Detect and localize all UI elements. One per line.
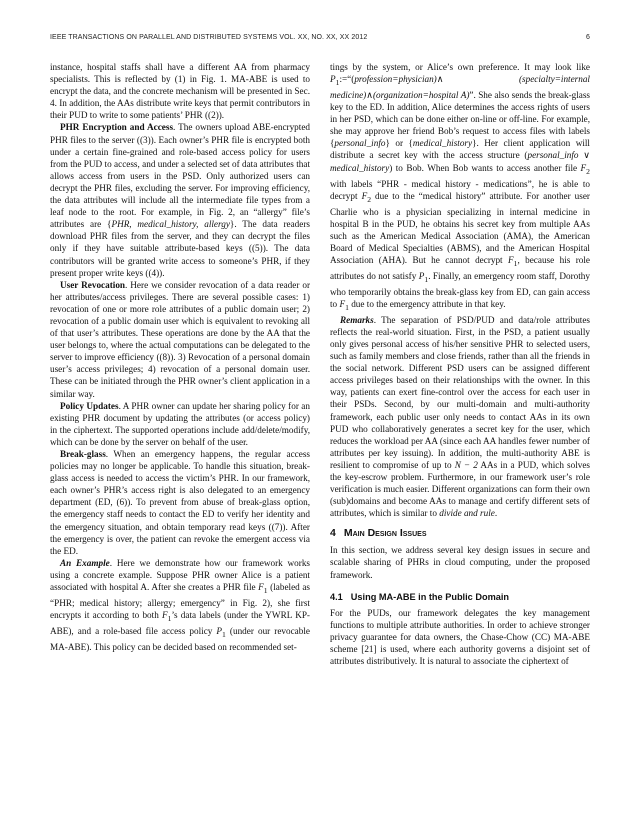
run-in-heading: Remarks — [340, 314, 374, 325]
paragraph-break-glass: Break-glass. When an emergency happens, the regular access policies may no longer be applicable. To handle this situation, break-glass access is needed to access the victim’s PHR. In our framework, each owner’s PHR’s access right is also delegated to an emergency department (ED, (6)). To prevent from abuse of break-glass option, the emergency staff needs to contact the ED to verify her identity and the emergency situation, and obtain temporary read keys ((7)). After the emergency is over, the patient can revoke the emergent access via the ED. — [50, 449, 310, 556]
run-in-heading: Break-glass — [60, 449, 106, 459]
running-header — [50, 34, 590, 46]
run-in-heading: User Revocation — [60, 279, 126, 290]
paragraph: In this section, we address several key design issues in secure and scalable sharing of PHRs in cloud computing, under the proposed framework. — [330, 545, 590, 580]
math: PHR, medical_history, allergy — [111, 219, 230, 230]
paragraph-remarks: Remarks. The separation of PSD/PUD and data/role attributes reflects the real-world situation. First, in the PSD, a patient usually only gives personal access of his/her sensitive PHR to selected users, such as family members and close friends, rather than all the friends in the social network. Different PSD users can be assigned different access privileges based on their relationships with the owner. In this way, patients can exert fine-control over the access for each user in their PSDs. Second, by our multi-domain and multi-authority framework, each public user only needs to contact AAs in its own PUD who collaboratively generates a secret key for the user, which reduces the workload per AA (since each AA handles fewer number of attributes per key issuing). In addition, the multi-authority ABE is resilient to compromise of up to N − 2 AAs in a PUD, which solves the key-escrow problem. Furthermore, in our framework user’s role verification is much easier. Different organizations can form their own (sub)domains and become AAs to manage and certify different sets of attributes, which is similar to divide and rule. — [330, 314, 590, 519]
policy-expression: profession=physician)∧ (specialty=internal medicine)∧(organization=hospital A) — [330, 74, 590, 101]
right-column — [330, 61, 590, 667]
left-column — [50, 61, 310, 653]
run-in-heading: Policy Updates — [60, 400, 119, 411]
section-heading: 4 Main Design Issues — [330, 527, 427, 540]
subsection-heading: 4.1 Using MA-ABE in the Public Domain — [330, 591, 510, 602]
paragraph: For the PUDs, our framework delegates the key management functions to multiple attribute authorities. In order to achieve stronger privacy guarantee for data owners, the Chase-Chow (CC) MA-ABE scheme [21] is used, where each authority governs a disjoint set of attributes distributively. It is natural to associate the ciphertext of — [330, 607, 590, 666]
run-in-heading: PHR Encryption and Access — [60, 122, 174, 133]
paragraph: instance, hospital staffs shall have a different AA from pharmacy specialists. This is reflected by (1) in Fig. 1. MA-ABE is used to encrypt the data, and the concrete mechanism will be presented in Sec. 4. In addition, the AAs distribute write keys that permit contributors in their PUD to write to some patients’ PHR ((2)). — [50, 62, 310, 121]
run-in-heading: An Example — [60, 557, 110, 568]
paragraph-phr-encryption: PHR Encryption and Access. The owners upload ABE-encrypted PHR files to the server ((3)). Each owner’s PHR file is encrypted both under a certain fine-grained and role-based access policy for users from the PUD to access, and under a selected set of data attributes that allows access from users in the PSD. Only authorized users can decrypt the PHR files, excluding the server. For improving efficiency, the data attributes will include all the intermediate file types from a leaf node to the root. For example, in Fig. 2, an “allergy” file’s attributes are {PHR, medical_history, allergy}. The data readers download PHR files from the server, and they can decrypt the files only if they have suitable attribute-based keys ((5)). The data contributors will be granted write access to someone’s PHR, if they present proper write keys ((4)). — [50, 122, 310, 278]
paragraph: tings by the system, or Alice’s own preference. It may look like $P_1:=“(profession=physician)\wedge$ (specialty=internal medicine)∧(organization=hospital A)”. She also sends the break-glass key to the ED. In addition, Alice determines the access rights of users in her PSD, which can be done either on-line or off-line. For example, she may approve her friend Bob’s request to access files with labels {personal_info} or {medical_history}. Her client application will distribute a secret key with the access structure (personal_info ∨ medical_history) to Bob. When Bob wants to access another file $F_2$ with labels “PHR - medical history - medications”, he is able to decrypt $F_2$ due to the “medical history” attribute. For another user Charlie who is a physician specializing in internal medicine in hospital B in the PUD, he obtains his secret key from multiple AAs such as the American Medical Association (AMA), the American Board of Medical Specialties (ABMS), and the American Hospital Association (AHA). But he cannot decrypt $F_1$, because his role attributes do not satisfy $P_1$. Finally, an emergency room staff, Dorothy who temporarily obtains the break-glass key from ED, can gain access to $F_1$ due to the emergency attribute in that key. — [330, 62, 590, 312]
journal-title: IEEE TRANSACTIONS ON PARALLEL AND DISTRIBUTED SYSTEMS VOL. XX, NO. XX, XX 2012 — [50, 34, 368, 41]
paragraph-example: An Example. Here we demonstrate how our framework works using a concrete example. Suppose PHR owner Alice is a patient associated with hospital A. After she creates a PHR file $F_1$ (labeled as “PHR; medical history; allergy; emergency” in Fig. 2), she first encrypts it according to both $F_1’s$ data labels (under the YWRL KP-ABE), and a role-based file access policy $P_1$ (under our revocable MA-ABE). This policy can be decided based on recommended set- — [50, 557, 310, 652]
page-number: 6 — [586, 34, 590, 41]
paragraph-policy-updates: Policy Updates. A PHR owner can update her sharing policy for an existing PHR document by updating the attributes (or access policy) in the ciphertext. The supported operations include add/delete/modify, which can be done by the server on behalf of the user. — [50, 400, 310, 447]
paragraph-user-revocation: User Revocation. Here we consider revocation of a data reader or her attributes/access privileges. There are several possible cases: 1) revocation of one or more role attributes of a public domain user; 2) revocation of a public domain user which is equivalent to revoking all of that user’s attributes. These operations are done by the AA that the user belongs to, where the actual computations can be delegated to the server to improve efficiency ((8)). 3) Revocation of a personal domain user’s access privileges; 4) revocation of a personal domain user. These can be initiated through the PHR owner’s client application in a similar way. — [50, 279, 311, 399]
